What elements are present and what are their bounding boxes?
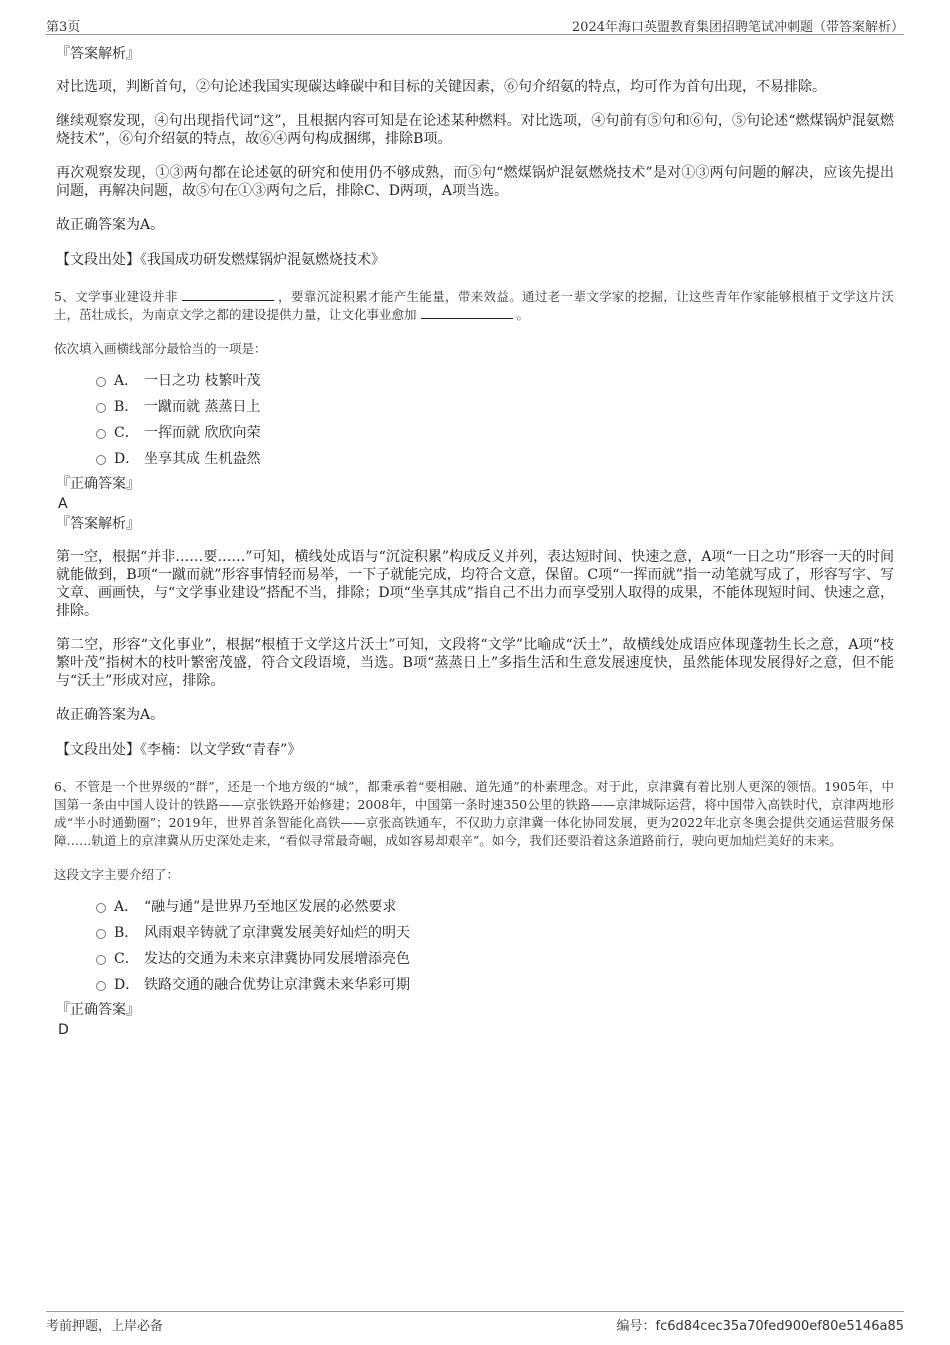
radio-icon[interactable] [96, 429, 106, 439]
option-letter: A． [114, 373, 139, 389]
page-footer [46, 1311, 904, 1334]
q5-analysis-paragraph-1: 第一空，根据“并非……要……”可知，横线处成语与“沉淀积累”构成反义并列，表达短时间、快速之意，A项“一日之功”形容一天的时间就能做到，B项“一蹴而就”形容事情轻而易举，一下子就能完成，均符合文意，保留。C项“一挥而就”指一动笔就写成了，形容写字、写文章、画画快，与“文学事业建设”搭配不当，排除；D项“坐享其成”指自己不出力而享受别人取得的成果，不能体现短时间、快速之意，排除。 [56, 549, 894, 619]
document-code-value: fc6d84cec35a70fed900ef80e5146a85 [655, 1319, 904, 1334]
q6-prompt: 这段文字主要介绍了： [54, 867, 180, 882]
radio-icon[interactable] [96, 403, 106, 413]
q4-analysis-paragraph-2: 继续观察发现，④句出现指代词“这”，且根据内容可知是在论述某种燃料。对比选项，④句前有⑤句和⑥句，⑤句论述“燃煤锅炉混氨燃烧技术”，⑥句介绍氨的特点，故⑥④两句构成捆绑，排除B项。 [56, 113, 894, 147]
option-letter: D． [114, 977, 140, 993]
q4-analysis-label: 『答案解析』 [56, 46, 140, 62]
option-letter: D． [114, 451, 140, 467]
q5-stem-part-2: ，要靠沉淀积累才能产生能量，带来效益。通过老一辈文学家的挖掘，让这些青年作家能够根植于文学这片沃土，茁壮成长，为南京文学之都的建设提供力量，让文化事业愈加 [54, 289, 894, 322]
q5-analysis-label: 『答案解析』 [56, 516, 140, 532]
radio-icon[interactable] [96, 981, 106, 991]
option-text: 一蹴而就 蒸蒸日上 [144, 399, 261, 415]
q4-analysis-conclusion: 故正确答案为A。 [56, 217, 165, 233]
q5-answer-value: A [58, 496, 68, 512]
q4-analysis [56, 44, 894, 270]
page-header [46, 14, 904, 35]
q6-answer [56, 1000, 894, 1040]
q6-answer-value: D [58, 1022, 69, 1038]
q6-option-d[interactable] [96, 972, 894, 998]
option-text: “融与通”是世界乃至地区发展的必然要求 [144, 899, 397, 915]
q6-options [96, 894, 894, 998]
q5-source: 【文段出处】《李楠：以文学致“青春”》 [56, 742, 302, 758]
radio-icon[interactable] [96, 455, 106, 465]
q5-stem [54, 288, 894, 324]
q5-option-b[interactable] [96, 394, 894, 420]
q5-answer-label: 『正确答案』 [56, 476, 140, 492]
q5-blank-2 [421, 307, 513, 319]
q5-option-c[interactable] [96, 420, 894, 446]
question-5 [56, 288, 894, 760]
q5-stem-part-1: 5、文学事业建设并非 [54, 289, 178, 304]
option-letter: B． [114, 399, 139, 415]
q4-source: 【文段出处】《我国成功研发燃煤锅炉混氨燃烧技术》 [56, 252, 385, 268]
radio-icon[interactable] [96, 903, 106, 913]
q5-analysis-paragraph-2: 第二空，形容“文化事业”，根据“根植于文学这片沃土”可知，文段将“文学”比喻成“沃土”，故横线处成语应体现蓬勃生长之意，A项“枝繁叶茂”指树木的枝叶繁密茂盛，符合文段语境，当选。B项“蒸蒸日上”多指生活和生意发展速度快，虽然能体现发展得好之意，但不能与“沃土”形成对应，排除。 [56, 637, 894, 689]
option-text: 风雨艰辛铸就了京津冀发展美好灿烂的明天 [144, 925, 410, 941]
q5-option-a[interactable] [96, 368, 894, 394]
q5-option-d[interactable] [96, 446, 894, 472]
q4-analysis-paragraph-3: 再次观察发现，①③两句都在论述氨的研究和使用仍不够成熟，而⑤句“燃煤锅炉混氨燃烧技术”是对①③两句问题的解决，应该先提出问题，再解决问题，故⑤句在①③两句之后，排除C、D两项，A项当选。 [56, 165, 894, 199]
option-letter: C． [114, 951, 139, 967]
q5-options [96, 368, 894, 472]
document-code-label: 编号： [616, 1319, 656, 1334]
q5-prompt: 依次填入画横线部分最恰当的一项是： [54, 341, 267, 356]
footer-slogan: 考前押题，上岸必备 [46, 1319, 164, 1334]
q6-stem: 6、不管是一个世界级的“群”，还是一个地方级的“城”，都秉承着“要相融、道先通”的朴素理念。对于此，京津冀有着比别人更深的领悟。1905年，中国第一条由中国人设计的铁路——京张铁路开始修建；2008年，中国第一条时速350公里的铁路——京津城际运营，将中国带入高铁时代，京津两地形成“半小时通勤圈”；2019年，世界首条智能化高铁——京张高铁通车，不仅助力京津冀一体化协同发展，更为2022年北京冬奥会提供交通运营服务保障……轨道上的京津冀从历史深处走来，“看似寻常最奇崛，成如容易却艰辛”。如今，我们还要沿着这条道路前行，驶向更加灿烂美好的未来。 [54, 779, 894, 848]
q4-analysis-paragraph-1: 对比选项，判断首句，②句论述我国实现碳达峰碳中和目标的关键因素，⑥句介绍氨的特点，均可作为首句出现，不易排除。 [56, 79, 826, 95]
page-content [56, 44, 894, 1040]
document-title: 2024年海口英盟教育集团招聘笔试冲刺题（带答案解析） [571, 20, 904, 35]
radio-icon[interactable] [96, 929, 106, 939]
option-text: 坐享其成 生机盎然 [144, 451, 261, 467]
q6-option-c[interactable] [96, 946, 894, 972]
option-text: 铁路交通的融合优势让京津冀未来华彩可期 [144, 977, 410, 993]
q6-option-a[interactable] [96, 894, 894, 920]
page-number: 第3页 [46, 20, 81, 35]
radio-icon[interactable] [96, 955, 106, 965]
option-text: 一日之功 枝繁叶茂 [144, 373, 261, 389]
q5-stem-part-3: 。 [516, 307, 530, 322]
q5-blank-1 [182, 289, 274, 301]
option-letter: B． [114, 925, 139, 941]
q6-option-b[interactable] [96, 920, 894, 946]
option-text: 一挥而就 欣欣向荣 [144, 425, 261, 441]
radio-icon[interactable] [96, 377, 106, 387]
option-letter: C． [114, 425, 139, 441]
option-letter: A． [114, 899, 139, 915]
q5-answer [56, 474, 894, 514]
question-6 [56, 778, 894, 1040]
q5-analysis-conclusion: 故正确答案为A。 [56, 707, 165, 723]
option-text: 发达的交通为未来京津冀协同发展增添亮色 [144, 951, 410, 967]
q6-answer-label: 『正确答案』 [56, 1002, 140, 1018]
document-code [617, 1315, 905, 1334]
